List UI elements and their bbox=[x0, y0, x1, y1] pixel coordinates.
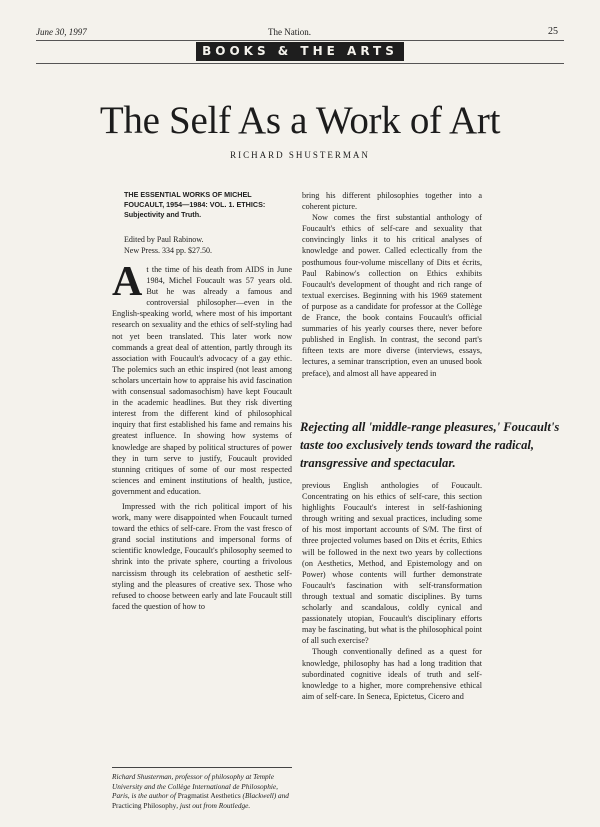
bio-part-1: Richard Shusterman, professor of philosophy at Temple University and the Collège International de Philosophie, Paris, is the author of bbox=[112, 772, 278, 801]
article-title: The Self As a Work of Art bbox=[99, 99, 501, 142]
header-rule-bottom bbox=[36, 63, 564, 64]
book-title bbox=[124, 190, 274, 220]
right-paragraph-2: previous English anthologies of Foucault. Concentrating on his ethics of self-care, this section highlights Foucault's interest in self-fashioning through writing and sexual practices, including some of his most important accounts of S/M. The first of three projected volumes based on Dits et écrits, Ethics will be followed in the next two years by collections (on Aesthetics, Method, and Epistemology and on Power) whose contents will further demonstrate Foucault's fascination with self-transformation through textual and somatic disciplines. By turns scholarly and scandalous, coldly cynical and passionately utopian, Foucault's disciplinary efforts may be fascinating, but what is the philosophical point of all such exercise? bbox=[302, 481, 482, 646]
bio-book-2: Practicing Philosophy bbox=[112, 800, 177, 810]
book-title-line-1: THE ESSENTIAL WORKS OF MICHEL bbox=[124, 190, 252, 199]
right-column-top bbox=[302, 190, 482, 379]
right-paragraph-0: bring his different philosophies together into a coherent picture. bbox=[302, 191, 482, 212]
bio-part-2: (Blackwell) and bbox=[240, 791, 289, 801]
left-paragraph-2: Impressed with the rich political import of his work, many were disappointed when Foucault turned toward the ethics of self-care. From the vast fresco of grand social institutions and impersonal forms of scientific knowledge, Foucault's philosophy seemed to shrink into the private sphere, courting a frivolous narcissism through its celebration of aesthetic self-styling and the pleasures of creative sex. Those who refused to choose between early and late Foucault still faced the question of how to bbox=[112, 501, 292, 611]
publication-name: The Nation. bbox=[268, 27, 311, 37]
book-title-line-3: Subjectivity and Truth. bbox=[124, 210, 202, 219]
pull-quote: Rejecting all 'middle-range pleasures,' Foucault's taste too exclusively tends toward the radical, transgressive and spectacular. bbox=[300, 420, 560, 470]
header-rule-top bbox=[36, 40, 564, 41]
left-paragraph-1 bbox=[112, 259, 292, 497]
section-banner: BOOKS & THE ARTS bbox=[196, 42, 404, 61]
bio-rule bbox=[112, 767, 292, 768]
book-publisher: New Press. 334 pp. $27.50. bbox=[124, 245, 212, 255]
page-number: 25 bbox=[548, 26, 558, 37]
left-paragraph-1-text: t the time of his death from AIDS in June 1984, Michel Foucault was 57 years old. But he was already a famous and controversial philosopher—even in the English-speaking world, where most of his important research on sexuality and the ethics of self-styling had not yet been translated. This later work now commands a great deal of attention, partly through its association with Foucault's advocacy of a gay ethic. The polemics such an ethic inspired (not least among scholars uncertain how to appraise his avid fascination with consensual sadomasochism) have kept Foucault in the academic headlines. But they risk diverting interest from the different kind of philosophical inquiry that first established his fame and remains his greatest influence. In showing how systems of knowledge are shaped by political structures of power they in turn serve to justify, Foucault provided stunning critiques of some of our most respected sciences and eminent institutions of health, justice, government and education. bbox=[112, 265, 292, 496]
book-editor: Edited by Paul Rabinow. bbox=[124, 235, 204, 244]
left-column bbox=[112, 259, 292, 612]
right-column-bottom bbox=[302, 480, 482, 702]
right-paragraph-1: Now comes the first substantial anthology of Foucault's ethics of self-care and sexuality that convincingly links it to his critical analyses of knowledge and power. Called eclectically from the posthumous four-volume miscellany of Dits et écrits, Paul Rabinow's collection on Ethics exhibits Foucault's development of thought and rich range of textual exercises. Beginning with his 1969 statement of purpose as a candidate for professor at the Collège de France, the book contains Foucault's official summaries of his yearly courses there, never before published in English. In contrast, the second part's fifteen texts are more diverse (interviews, essays, lectures, a seminar transcription, even an unused book preface), and almost all have appeared in bbox=[302, 213, 482, 378]
byline: RICHARD SHUSTERMAN bbox=[230, 150, 370, 160]
book-title-line-2: FOUCAULT, 1954—1984: VOL. 1. ETHICS: bbox=[124, 200, 266, 209]
bio-book-1: Pragmatist Aesthetics bbox=[177, 791, 241, 801]
issue-date: June 30, 1997 bbox=[36, 27, 87, 37]
book-meta bbox=[124, 235, 274, 256]
drop-cap: A bbox=[112, 259, 143, 305]
bio-part-3: , just out from Routledge. bbox=[176, 800, 251, 810]
right-paragraph-3: Though conventionally defined as a quest for knowledge, philosophy has had a long tradition that subordinated cognitive ideals of truth and self-knowledge to a higher, more comprehensive ethical aim of self-care. In Seneca, Epictetus, Cicero and bbox=[302, 647, 482, 701]
author-bio bbox=[112, 772, 292, 810]
